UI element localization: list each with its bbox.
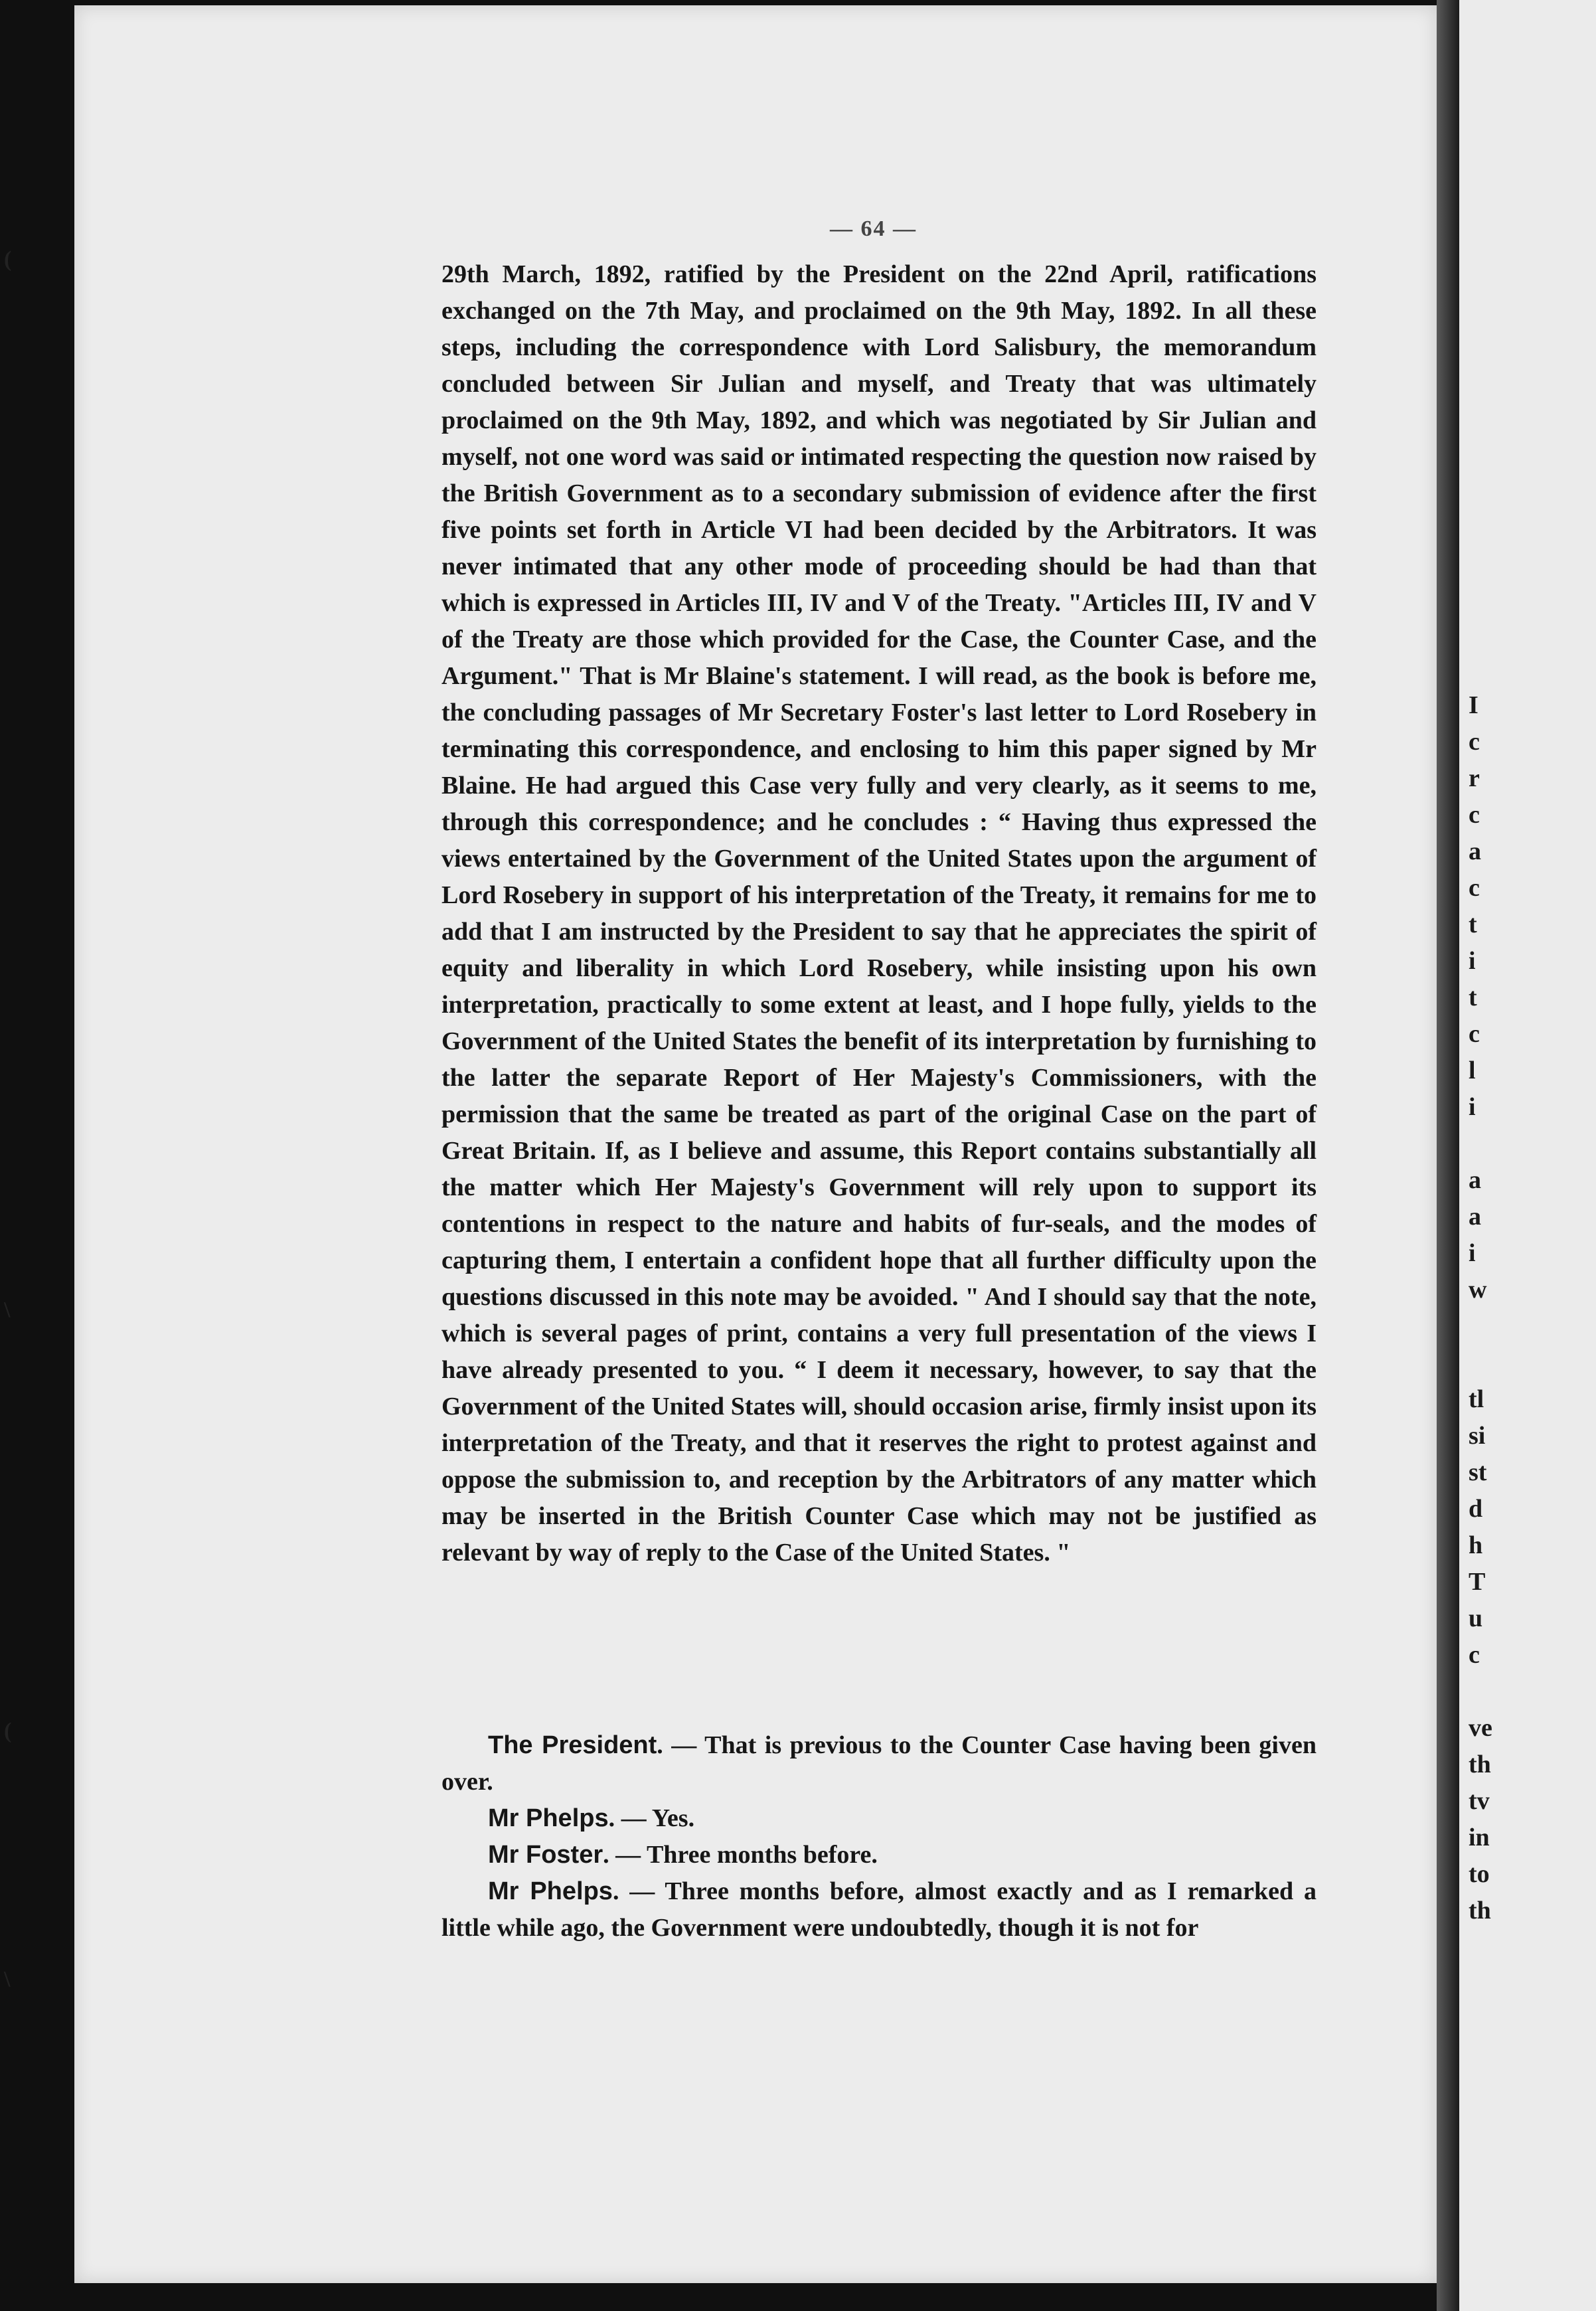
- speech-text: . — Three months before, almost exactly and as I remarked a little while ago, the Government were undoubtedly, though it is not for: [441, 1877, 1317, 1942]
- book-gutter: [1437, 0, 1459, 2311]
- speaker-name: The President: [488, 1731, 657, 1759]
- speech-text: . — Three months before.: [603, 1841, 878, 1869]
- facing-page: [1459, 0, 1596, 2311]
- facing-page-text-fragments: [1469, 0, 1588, 2311]
- facing-fragment: i: [1469, 947, 1476, 975]
- facing-fragment: c: [1469, 1020, 1480, 1048]
- facing-fragment: i: [1469, 1239, 1476, 1267]
- facing-fragment: u: [1469, 1604, 1483, 1632]
- facing-fragment: l: [1469, 1057, 1476, 1084]
- facing-fragment: c: [1469, 801, 1480, 829]
- facing-fragment: I: [1469, 691, 1478, 719]
- facing-fragment: c: [1469, 1641, 1480, 1669]
- facing-fragment: c: [1469, 728, 1480, 756]
- margin-mark: (: [4, 1719, 12, 1743]
- facing-fragment: a: [1469, 1166, 1481, 1194]
- speaker-name: Mr Phelps: [488, 1877, 613, 1905]
- facing-fragment: si: [1469, 1422, 1486, 1450]
- dialogue-line: [441, 1800, 1317, 1837]
- facing-fragment: r: [1469, 764, 1480, 792]
- dialogue-line: [441, 1873, 1317, 1946]
- speaker-name: Mr Phelps: [488, 1804, 609, 1832]
- facing-fragment: th: [1469, 1897, 1491, 1925]
- facing-fragment: h: [1469, 1531, 1483, 1559]
- facing-fragment: tv: [1469, 1787, 1490, 1815]
- facing-fragment: to: [1469, 1860, 1490, 1888]
- facing-fragment: a: [1469, 1203, 1481, 1231]
- margin-mark: \: [4, 1967, 11, 1992]
- facing-fragment: d: [1469, 1495, 1483, 1523]
- facing-fragment: tl: [1469, 1385, 1484, 1413]
- facing-fragment: T: [1469, 1568, 1486, 1596]
- dialogue-line: [441, 1727, 1317, 1800]
- facing-fragment: st: [1469, 1458, 1487, 1486]
- margin-mark: \: [4, 1298, 11, 1322]
- facing-fragment: th: [1469, 1751, 1491, 1778]
- speaker-name: Mr Foster: [488, 1841, 603, 1869]
- facing-fragment: i: [1469, 1093, 1476, 1121]
- dialogue-section: [441, 1727, 1317, 1946]
- margin-mark: (: [4, 247, 12, 272]
- facing-fragment: ve: [1469, 1714, 1492, 1742]
- facing-fragment: w: [1469, 1276, 1487, 1304]
- facing-fragment: c: [1469, 874, 1480, 902]
- speech-text: . — That is previous to the Counter Case having been given over.: [441, 1731, 1317, 1796]
- facing-fragment: t: [1469, 984, 1477, 1011]
- speech-text: . — Yes.: [608, 1804, 695, 1832]
- facing-fragment: in: [1469, 1824, 1490, 1851]
- facing-fragment: a: [1469, 837, 1481, 865]
- facing-fragment: t: [1469, 910, 1477, 938]
- body-paragraph: 29th March, 1892, ratified by the President on the 22nd April, ratifications exchanged on the 7th May, and proclaimed on the 9th May, 1892. In all these steps, including the correspondence with Lord Salisbury, the memorandum concluded between Sir Julian and myself, and Treaty that was ultimately proclaimed on the 9th May, 1892, and which was negotiated by Sir Julian and myself, not one word was said or intimated respecting the question now raised by the British Government as to a secondary submission of evidence after the first five points set forth in Article VI had been decided by the Arbitrators. It was never intimated that any other mode of proceeding should be had than that which is expressed in Articles III, IV and V of the Treaty. "Articles III, IV and V of the Treaty are those which provided for the Case, the Counter Case, and the Argument." That is Mr Blaine's statement. I will read, as the book is before me, the concluding passages of Mr Secretary Foster's last letter to Lord Rosebery in terminating this correspondence, and enclosing to him this paper signed by Mr Blaine. He had argued this Case very fully and very clearly, as it seems to me, through this correspondence; and he concludes : “ Having thus expressed the views entertained by the Government of the United States upon the argument of Lord Rosebery in support of his interpretation of the Treaty, it remains for me to add that I am instructed by the President to say that he appreciates the spirit of equity and liberality in which Lord Rosebery, while insisting upon his own interpretation, practically to some extent at least, and I hope fully, yields to the Government of the United States the benefit of its interpretation by furnishing to the latter the separate Report of Her Majesty's Commissioners, with the permission that the same be treated as part of the original Case on the part of Great Britain. If, as I believe and assume, this Report contains substantially all the matter which Her Majesty's Government will rely upon to support its contentions in respect to the nature and habits of fur-seals, and the modes of capturing them, I entertain a confident hope that all further difficulty upon the questions discussed in this note may be avoided. " And I should say that the note, which is several pages of print, contains a very full presentation of the views I have already presented to you. “ I deem it necessary, however, to say that the Government of the United States will, should occasion arise, firmly insist upon its interpretation of the Treaty, and that it reserves the right to protest against and oppose the submission to, and reception by the Arbitrators of any matter which may be inserted in the British Counter Case which may not be justified as relevant by way of reply to the Case of the United States. ": [441, 260, 1317, 1567]
- page-number: — 64 —: [830, 216, 917, 241]
- dialogue-line: [441, 1837, 1317, 1873]
